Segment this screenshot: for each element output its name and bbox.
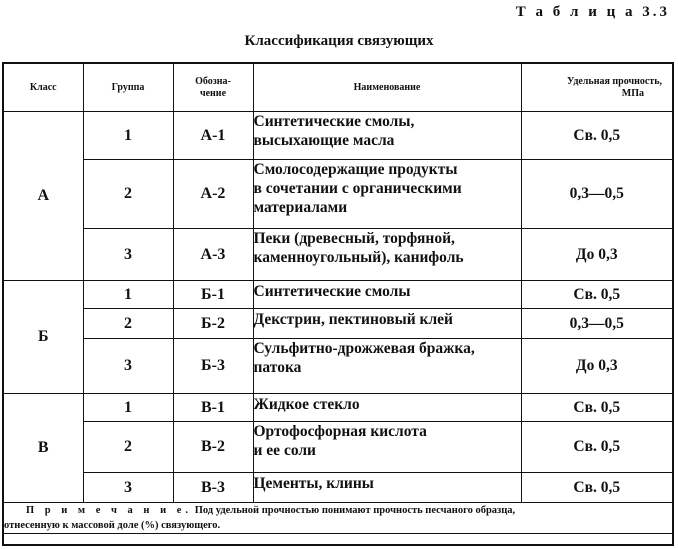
strength-cell: 0,3—0,5	[521, 160, 672, 229]
group-cell: 1	[83, 112, 173, 160]
code-cell: А-1	[173, 112, 253, 160]
strength-cell: Св. 0,5	[521, 394, 672, 422]
table-row	[4, 473, 672, 503]
name-cell: Жидкое стекло	[253, 394, 521, 422]
table-number: Т а б л и ц а 3.3	[515, 4, 670, 20]
group-cell: 1	[83, 394, 173, 422]
class-cell: Б	[4, 281, 83, 394]
code-cell: В-1	[173, 394, 253, 422]
code-cell: Б-2	[173, 309, 253, 339]
note-text: Под удельной прочностью понимают прочность песчаного образца,	[194, 505, 516, 516]
note-row	[4, 503, 672, 534]
table-row	[4, 339, 672, 394]
table-row	[4, 160, 672, 229]
header-name: Наименование	[253, 64, 521, 112]
table-row	[4, 229, 672, 281]
group-cell: 2	[83, 422, 173, 473]
strength-cell: Св. 0,5	[521, 473, 672, 503]
header-code: Обозна- чение	[173, 64, 253, 112]
header-strength: Удельная прочность, МПа	[521, 64, 672, 112]
class-cell: А	[4, 112, 83, 281]
name-cell: Пеки (древесный, торфяной, каменноугольный), канифоль	[253, 229, 521, 281]
header-group: Группа	[83, 64, 173, 112]
table-row	[4, 394, 672, 422]
group-cell: 3	[83, 339, 173, 394]
header-class: Класс	[4, 64, 83, 112]
group-cell: 2	[83, 309, 173, 339]
group-cell: 3	[83, 473, 173, 503]
name-cell: Синтетические смолы, высыхающие масла	[253, 112, 521, 160]
class-cell: В	[4, 394, 83, 503]
name-cell: Сульфитно-дрожжевая бражка, патока	[253, 339, 521, 394]
group-cell: 3	[83, 229, 173, 281]
strength-cell: Св. 0,5	[521, 281, 672, 309]
table-row	[4, 112, 672, 160]
strength-cell: До 0,3	[521, 229, 672, 281]
table-note	[4, 503, 672, 534]
code-cell: В-3	[173, 473, 253, 503]
note-text-continued: отнесенную к массовой доле (%) связующего.	[4, 520, 221, 531]
strength-cell: Св. 0,5	[521, 422, 672, 473]
header-row	[4, 64, 672, 112]
name-cell: Декстрин, пектиновый клей	[253, 309, 521, 339]
group-cell: 2	[83, 160, 173, 229]
code-cell: Б-1	[173, 281, 253, 309]
table-title: Классификация связующих	[244, 33, 434, 49]
code-cell: А-2	[173, 160, 253, 229]
table-row	[4, 309, 672, 339]
table-row	[4, 281, 672, 309]
name-cell: Синтетические смолы	[253, 281, 521, 309]
group-cell: 1	[83, 281, 173, 309]
table-row	[4, 422, 672, 473]
name-cell: Ортофосфорная кислота и ее соли	[253, 422, 521, 473]
name-cell: Смолосодержащие продукты в сочетании с органическими материалами	[253, 160, 521, 229]
name-cell: Цементы, клины	[253, 473, 521, 503]
code-cell: Б-3	[173, 339, 253, 394]
strength-cell: 0,3—0,5	[521, 309, 672, 339]
strength-cell: Св. 0,5	[521, 112, 672, 160]
strength-cell: До 0,3	[521, 339, 672, 394]
note-label: П р и м е ч а н и е.	[26, 505, 193, 516]
classification-table	[2, 62, 674, 546]
code-cell: В-2	[173, 422, 253, 473]
code-cell: А-3	[173, 229, 253, 281]
